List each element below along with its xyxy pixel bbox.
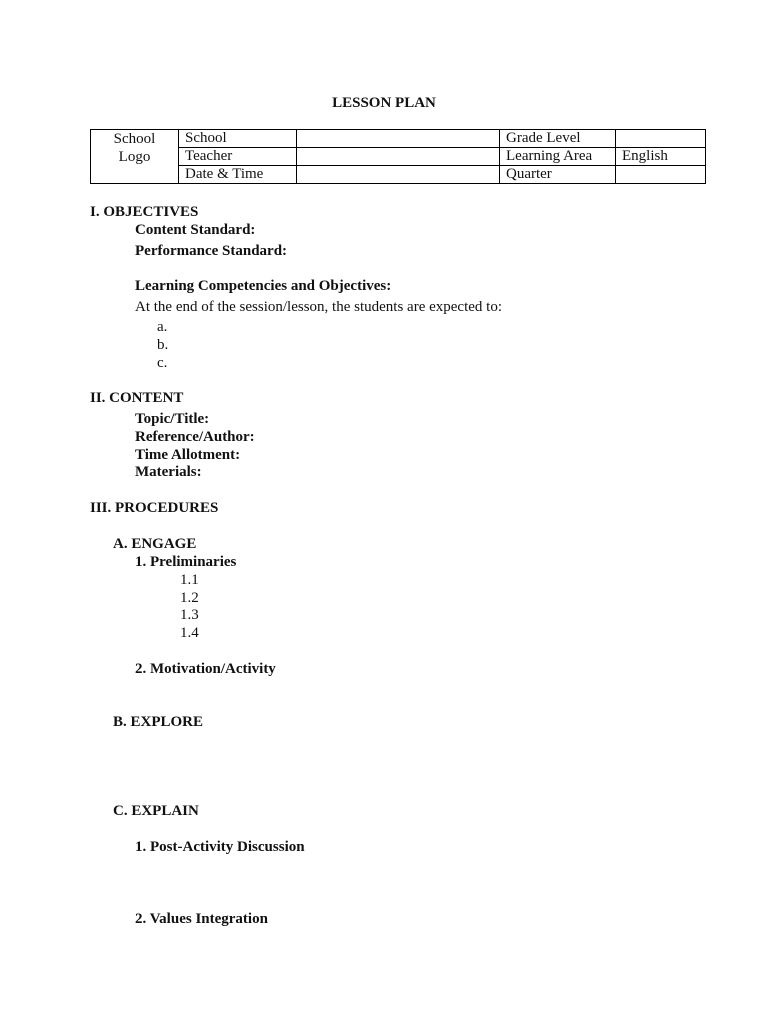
objectives-heading: I. OBJECTIVES (90, 204, 199, 220)
content-heading: II. CONTENT (90, 390, 184, 406)
value-date-time (297, 166, 500, 184)
values-integration-heading: 2. Values Integration (135, 911, 268, 927)
list-item: a. (157, 319, 168, 335)
competencies-heading: Learning Competencies and Objectives: (135, 278, 392, 294)
logo-line-1: School (113, 131, 156, 147)
list-item: 1.2 (180, 590, 199, 606)
page-title: LESSON PLAN (332, 95, 436, 111)
label-quarter: Quarter (500, 166, 616, 184)
objectives-intro: At the end of the session/lesson, the students are expected to: (135, 299, 502, 315)
table-row (91, 130, 706, 148)
value-learning-area: English (616, 148, 706, 166)
list-item: 1.3 (180, 607, 199, 623)
value-quarter (616, 166, 706, 184)
motivation-heading: 2. Motivation/Activity (135, 661, 276, 677)
performance-standard-label: Performance Standard: (135, 243, 288, 259)
label-school: School (179, 130, 297, 148)
lesson-info-table (90, 129, 706, 184)
content-standard-label: Content Standard: (135, 222, 256, 238)
time-allotment-label: Time Allotment: (135, 447, 241, 463)
label-date-time: Date & Time (179, 166, 297, 184)
list-item: b. (157, 337, 169, 353)
table-row (91, 148, 706, 166)
procedures-heading: III. PROCEDURES (90, 500, 219, 516)
list-item: 1.4 (180, 625, 199, 641)
explain-heading: C. EXPLAIN (113, 803, 199, 819)
materials-label: Materials: (135, 464, 202, 480)
value-teacher (297, 148, 500, 166)
preliminaries-heading: 1. Preliminaries (135, 554, 237, 570)
reference-label: Reference/Author: (135, 429, 255, 445)
school-logo (91, 130, 179, 184)
topic-label: Topic/Title: (135, 411, 210, 427)
post-activity-heading: 1. Post-Activity Discussion (135, 839, 305, 855)
label-teacher: Teacher (179, 148, 297, 166)
table-row (91, 166, 706, 184)
value-school (297, 130, 500, 148)
explore-heading: B. EXPLORE (113, 714, 204, 730)
label-learning-area: Learning Area (500, 148, 616, 166)
list-item: 1.1 (180, 572, 199, 588)
value-grade-level (616, 130, 706, 148)
logo-line-2: Logo (118, 149, 151, 165)
list-item: c. (157, 355, 168, 371)
label-grade-level: Grade Level (500, 130, 616, 148)
engage-heading: A. ENGAGE (113, 536, 197, 552)
